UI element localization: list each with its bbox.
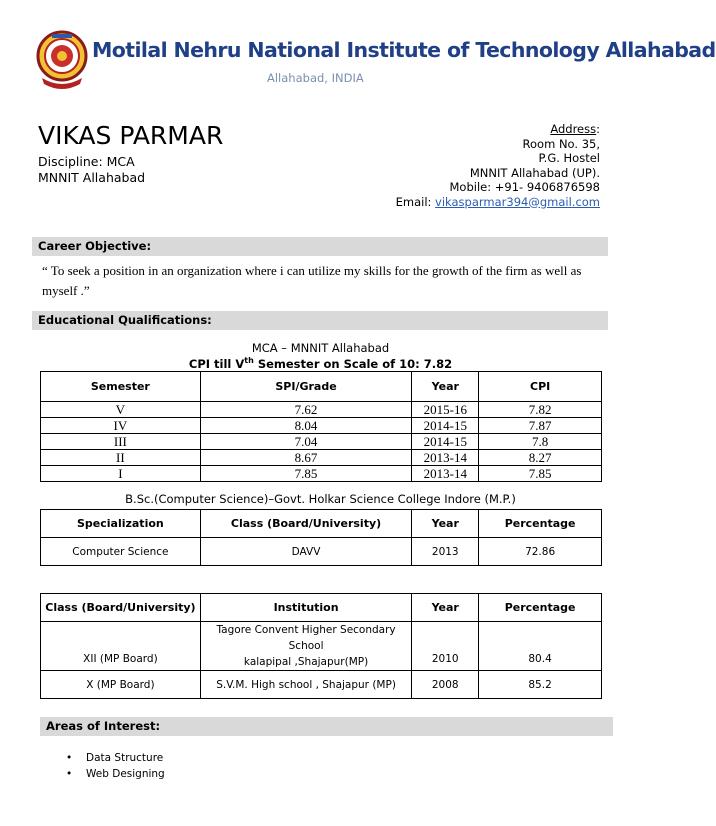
table-cell: 2010: [412, 622, 479, 671]
column-header: Year: [412, 372, 479, 402]
candidate-name: VIKAS PARMAR: [38, 121, 224, 150]
table-header-row: [41, 510, 602, 538]
mca-subtitle: [40, 356, 601, 371]
table-cell: 2008: [412, 671, 479, 699]
column-header: Institution: [200, 594, 411, 622]
table-cell: III: [41, 434, 201, 450]
address-colon: :: [596, 122, 600, 136]
table-cell: 2015-16: [412, 402, 479, 418]
column-header: Year: [412, 510, 479, 538]
table-cell: DAVV: [200, 538, 412, 566]
address-line3: MNNIT Allahabad (UP).: [469, 165, 600, 180]
list-item: [66, 750, 165, 766]
table-cell: I: [41, 466, 201, 482]
interests-list: [66, 750, 165, 782]
education-heading: Educational Qualifications:: [32, 311, 608, 330]
table-cell: 7.04: [200, 434, 412, 450]
address-label: Address: [550, 122, 597, 136]
table-cell: 7.87: [479, 418, 602, 434]
table-cell: V: [41, 402, 201, 418]
email-label: Email:: [395, 194, 436, 209]
table-cell: [200, 622, 411, 671]
table-cell: 2014-15: [412, 418, 479, 434]
mca-subtitle-pre: CPI till V: [188, 356, 245, 371]
table-cell: IV: [41, 418, 201, 434]
list-item-text: Data Structure: [86, 752, 164, 764]
objective-text: “ To seek a position in an organization where i can utilize my skills for the growth of the firm as well as myself .”: [42, 263, 582, 298]
table-cell: 2013: [412, 538, 479, 566]
table-cell: 8.67: [200, 450, 412, 466]
table-row: [41, 418, 602, 434]
column-header: Year: [412, 594, 479, 622]
table-row: [41, 450, 602, 466]
table-row: [41, 466, 602, 482]
table-cell: 7.85: [200, 466, 412, 482]
school-table: [40, 593, 602, 699]
table-row: [41, 538, 602, 566]
table-cell: II: [41, 450, 201, 466]
table-cell: S.V.M. High school , Shajapur (MP): [200, 671, 411, 699]
institute-name: Motilal Nehru National Institute of Technology Allahabad: [92, 38, 716, 62]
discipline: Discipline: MCA: [38, 154, 135, 169]
table-cell: 2013-14: [412, 450, 479, 466]
table-cell: 2013-14: [412, 466, 479, 482]
column-header: Class (Board/University): [41, 594, 201, 622]
column-header: Semester: [41, 372, 201, 402]
table-cell: 85.2: [479, 671, 602, 699]
email-link[interactable]: vikasparmar394@gmail.com: [435, 194, 600, 209]
bullet-icon: •: [66, 768, 73, 780]
institution-line1: Tagore Convent Higher Secondary School: [216, 624, 396, 652]
table-cell: 8.27: [479, 450, 602, 466]
list-item-text: Web Designing: [86, 768, 165, 780]
institution-line2: kalapipal ,Shajapur(MP): [243, 656, 369, 668]
table-cell: 72.86: [479, 538, 602, 566]
column-header: Percentage: [479, 594, 602, 622]
bullet-icon: •: [66, 752, 73, 764]
career-objective-heading: Career Objective:: [32, 237, 608, 256]
institute-city: Allahabad, INDIA: [267, 71, 364, 85]
list-item: [66, 766, 165, 782]
table-cell: 80.4: [479, 622, 602, 671]
column-header: Percentage: [479, 510, 602, 538]
table-cell: 8.04: [200, 418, 412, 434]
address-line2: P.G. Hostel: [538, 151, 600, 165]
column-header: CPI: [479, 372, 602, 402]
table-cell: X (MP Board): [41, 671, 201, 699]
table-cell: 7.8: [479, 434, 602, 450]
address-block: [396, 122, 600, 209]
table-row: [41, 434, 602, 450]
profile-details: [38, 154, 145, 186]
mnnit-emblem-icon: [36, 28, 88, 92]
column-header: SPI/Grade: [200, 372, 412, 402]
column-header: Specialization: [41, 510, 201, 538]
bsc-title: B.Sc.(Computer Science)–Govt. Holkar Science College Indore (M.P.): [125, 492, 516, 506]
table-cell: 7.62: [200, 402, 412, 418]
table-row: [41, 622, 602, 671]
table-cell: 2014-15: [412, 434, 479, 450]
mca-title: MCA – MNNIT Allahabad: [251, 341, 390, 355]
interests-heading: Areas of Interest:: [40, 717, 613, 736]
mca-subtitle-sup: th: [244, 356, 254, 365]
table-row: [41, 671, 602, 699]
table-cell: 7.85: [479, 466, 602, 482]
table-cell: Computer Science: [41, 538, 201, 566]
table-row: [41, 402, 602, 418]
address-line1: Room No. 35,: [522, 136, 600, 151]
table-header-row: [41, 372, 602, 402]
mca-subtitle-post: Semester on Scale of 10: 7.82: [253, 356, 453, 371]
mca-table: [40, 371, 602, 482]
table-cell: XII (MP Board): [41, 622, 201, 671]
column-header: Class (Board/University): [200, 510, 412, 538]
college: MNNIT Allahabad: [38, 170, 146, 185]
bsc-table: [40, 509, 602, 566]
table-cell: 7.82: [479, 402, 602, 418]
table-header-row: [41, 594, 602, 622]
mobile-number: Mobile: +91- 9406876598: [449, 180, 600, 194]
